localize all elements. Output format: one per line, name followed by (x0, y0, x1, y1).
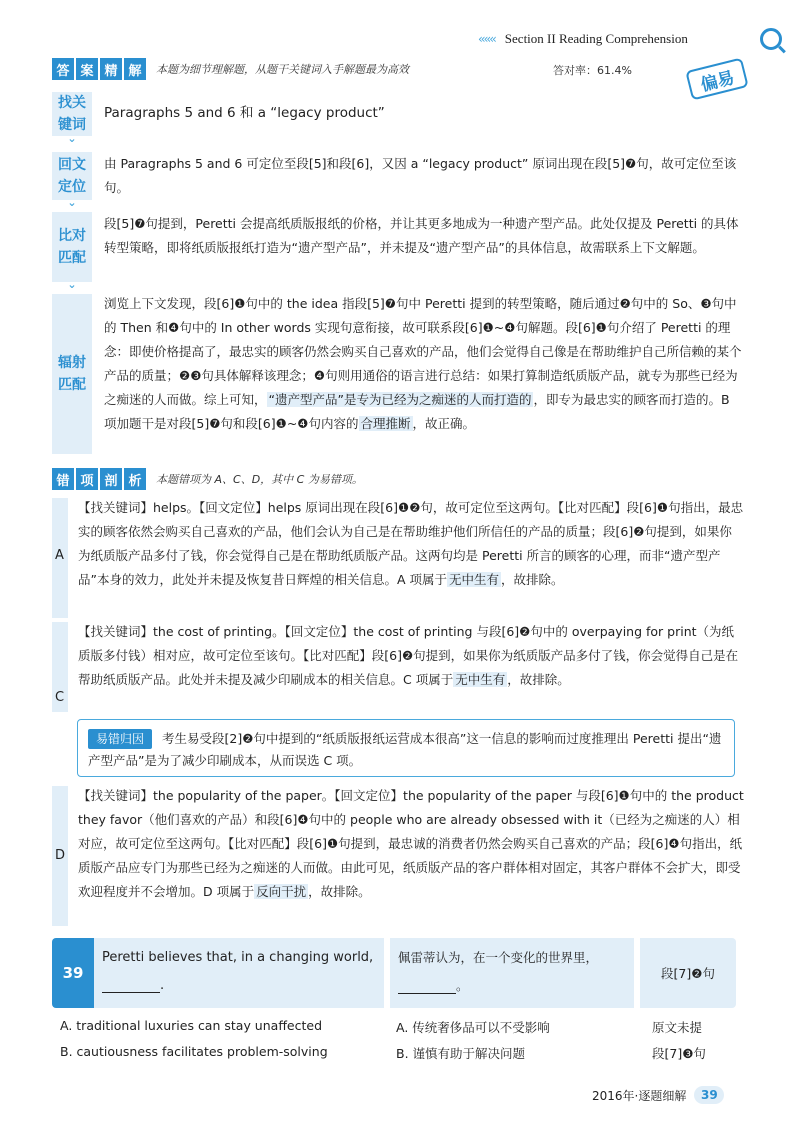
step-text-keywords: Paragraphs 5 and 6 和 a “legacy product” (104, 105, 385, 121)
chevron-down-icon: ⌄ (67, 278, 77, 291)
option-a-letter: A (55, 548, 64, 563)
step-label-keywords: 找关 键词 ⌄ (52, 92, 92, 136)
magnifier-icon (760, 28, 782, 50)
correct-rate: 答对率：61.4% (553, 64, 632, 77)
section-title: Section II Reading Comprehension (504, 31, 688, 46)
answer-tag: 答 案 精 解 (52, 58, 148, 80)
difficulty-label: 偏易 (685, 57, 749, 100)
option-c-text: 【找关键词】the cost of printing。【回文定位】the cost of printing 与段[6]❷句中的 overpaying for print（为纸质版多付钱）相对应，故可定位至该句。【比对匹配】段[6]❷句提到，如果你为纸质版产品多付了钱，你会觉得自己是在帮助纸质版产品。此处并未提及减少印刷成本的相关信息。C 项属于 无中生有 ，故排除。 (78, 624, 739, 687)
chevron-down-icon: ⌄ (67, 196, 77, 209)
answer-desc: 本题为细节理解题，从题干关键词入手解题最为高效 (156, 63, 409, 76)
step-label-compare: 比对 匹配 ⌄ (52, 212, 92, 282)
error-tag: 错 项 剖 析 (52, 468, 148, 490)
question-ref: 段[7]❷句 (640, 938, 736, 1008)
option-d-letter: D (55, 848, 66, 863)
step-text-compare: 段[5]❼句提到，Peretti 会提高纸质版报纸的价格，并让其更多地成为一种遗产型产品。此处仅提及 Peretti 的具体转型策略，即将纸质版报纸打造为“遗产型产品”，并未提及“遗产型产品”的具体信息，故需联系上下文解题。 (104, 216, 739, 255)
error-desc: 本题错项为 A、C、D，其中 C 为易错项。 (156, 473, 363, 486)
error-cause-tag: 易错归因 (88, 729, 152, 749)
error-cause-box (77, 719, 735, 777)
question-stem-cn: 佩雷蒂认为，在一个变化的世界里， 。 (390, 938, 634, 1008)
footer-label: 2016年·逐题细解 (592, 1088, 687, 1103)
step-text-radiate: 浏览上下文发现，段[6]❶句中的 the idea 指段[5]❼句中 Peretti 提到的转型策略，随后通过❷句中的 So、❸句中的 Then 和❹句中的 In other words 实现句意衔接，故可联系段[6]❶~❹句解题。段[6]❶句介绍了 Peretti 的理念：即使价格提高了，最忠实的顾客仍然会购买自己喜欢的产品，他们会觉得自己像是在帮助维护自己所信赖的某个产品的质量；❷❸句具体解释该理念；❹句则用通俗的语言进行总结：如果打算制造纸质版产品，就专为那些已经为之痴迷的人而做。综上可知， “遗产型产品”是专为已经为之痴迷的人而打造的 ，即专为最忠实的顾客而打造的。B 项加题干是对段[5]❼句和段[6]❶~❹句内容的 合理推断 ，故正确。 (104, 296, 742, 431)
highlight-inference: 合理推断 (360, 416, 411, 431)
answer-blank (398, 980, 456, 994)
section-header (478, 28, 778, 50)
option-d-text: 【找关键词】the popularity of the paper。【回文定位】the popularity of the paper 与段[6]❶句中的 the product they favor（他们喜欢的产品）和段[6]❹句中的 people who are already obsessed with it（已经为之痴迷的人）相对应，故可定位至这两句。【比对匹配】段[6]❶句提到，最忠诚的消费者仍然会购买自己喜欢的产品；段[6]❹句指出，纸质版产品应专门为那些已经为之痴迷的人而做。由此可见，纸质版产品的客户群体相对固定，其客户群体不会扩大，即受欢迎程度并不会增加。D 项属于 反向干扰 ，故排除。 (78, 788, 744, 899)
option-c-letter: C (55, 690, 65, 705)
page-number: 39 (694, 1086, 724, 1104)
step-text-locate: 由 Paragraphs 5 and 6 可定位至段[5]和段[6]，又因 a “legacy product” 原词出现在段[5]❼句，故可定位至该句。 (104, 156, 737, 195)
difficulty-badge (676, 56, 758, 106)
error-section-header (52, 468, 363, 490)
chevron-icon: ‹‹‹‹‹‹ (478, 32, 495, 46)
step-label-radiate: 辐射 匹配 (52, 294, 92, 454)
page-footer (592, 1086, 724, 1104)
answer-blank (102, 979, 160, 993)
step-label-locate: 回文 定位 ⌄ (52, 152, 92, 200)
question-stem-en: Peretti believes that, in a changing world, . (94, 938, 384, 1008)
option-a-text: 【找关键词】helps。【回文定位】helps 原词出现在段[6]❶❷句，故可定位至这两句。【比对匹配】段[6]❶句指出，最忠实的顾客依然会购买自己喜欢的产品，他们会认为自己是在帮助维护他们所信任的产品的质量；段[6]❷句提到，如果你为纸质版产品多付了钱，你会觉得自己是在帮助纸质版产品。这两句均是 Peretti 所言的顾客的心理，而非“遗产型产品”本身的效力，此处并未提及恢复昔日辉煌的相关信息。A 项属于 无中生有 ，故排除。 (78, 500, 744, 587)
chevron-down-icon: ⌄ (67, 132, 77, 145)
error-cause-text: 考生易受段[2]❷句中提到的“纸质版报纸运营成本很高”这一信息的影响而过度推理出 Peretti 提出“遗产型产品”是为了减少印刷成本，从而误选 C 项。 (88, 731, 722, 768)
question-number: 39 (52, 938, 94, 1008)
answer-section-header (52, 58, 409, 80)
highlight-conclusion: “遗产型产品”是专为已经为之痴迷的人而打造的 (268, 392, 532, 407)
